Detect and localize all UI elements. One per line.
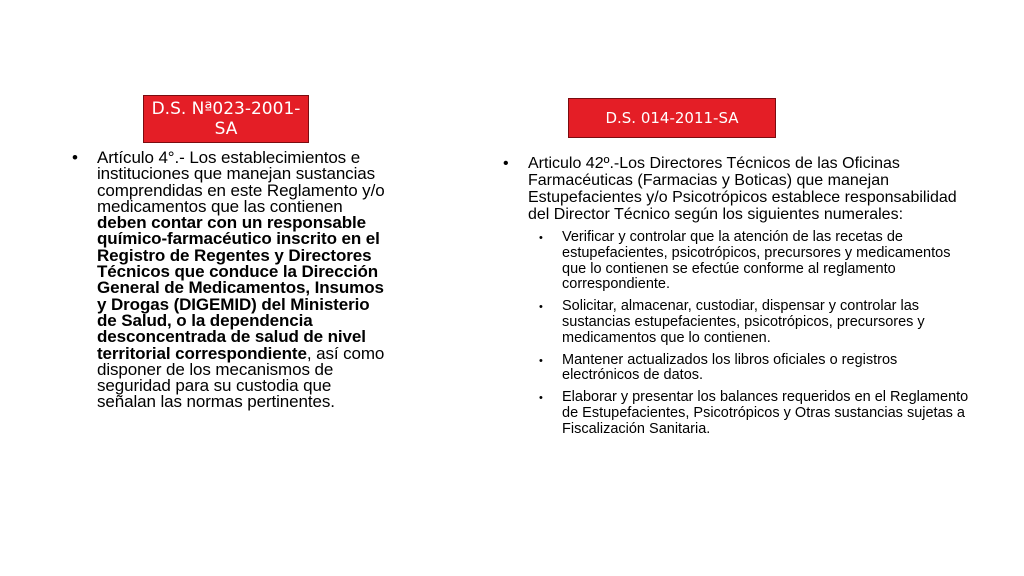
decree-label-left xyxy=(143,95,309,143)
article-42-text: Articulo 42º.-Los Directores Técnicos de las Oficinas Farmacéuticas (Farmacias y Boticas) que manejan Estupefacientes y/o Psicotrópicos establece responsabilidad del Director Técnico según los siguientes numerales: xyxy=(528,155,957,223)
article-4-bold: deben contar con un responsable químico-farmacéutico inscrito en el Registro de Regentes y Directores Técnicos que conduce la Dirección General de Medicamentos, Insumos y Drogas (DIGEMID) del Ministerio de Salud, o la dependencia desconcentrada de salud de nivel territorial correspondiente xyxy=(97,213,384,363)
decree-label-right xyxy=(568,98,776,138)
list-item-text: Verificar y controlar que la atención de las recetas de estupefacientes, psicotrópicos, precursores y medicamentos que lo contienen se efectúe conforme al reglamento correspondiente. xyxy=(562,229,951,293)
decree-label-right-text: D.S. 014-2011-SA xyxy=(605,109,739,127)
bullet-icon: • xyxy=(539,354,543,367)
right-column xyxy=(503,155,973,444)
list-item xyxy=(539,230,973,293)
list-item-text: Elaborar y presentar los balances requeridos en el Reglamento de Estupefacientes, Psicotrópicos y Otras sustancias sujetas a Fiscalización Sanitaria. xyxy=(562,389,969,437)
list-item-text: Mantener actualizados los libros oficiales o registros electrónicos de datos. xyxy=(562,351,898,384)
article-4-intro: Artículo 4°.- Los establecimientos e instituciones que manejan sustancias comprendidas en este Reglamento y/o medicamentos que las contienen xyxy=(97,148,385,216)
article-42-sub-list xyxy=(503,230,973,438)
article-42-item xyxy=(503,155,973,223)
list-item xyxy=(539,299,973,346)
bullet-icon: • xyxy=(539,232,543,244)
bullet-icon: • xyxy=(503,155,509,172)
list-item-text: Solicitar, almacenar, custodiar, dispensar y controlar las sustancias estupefacientes, psicotrópicos, precursores y medicamentos que lo contienen. xyxy=(562,298,925,346)
article-4-item xyxy=(72,150,392,411)
list-item xyxy=(539,390,973,437)
article-4-outro: , así como disponer de los mecanismos de seguridad para su custodia que señalan las normas pertinentes. xyxy=(97,343,385,412)
bullet-icon: • xyxy=(72,148,78,167)
decree-label-left-text: D.S. Nª023-2001-SA xyxy=(151,98,301,139)
bullet-icon: • xyxy=(539,392,543,405)
list-item xyxy=(539,353,973,385)
bullet-icon: • xyxy=(539,301,543,314)
left-column xyxy=(72,150,392,411)
